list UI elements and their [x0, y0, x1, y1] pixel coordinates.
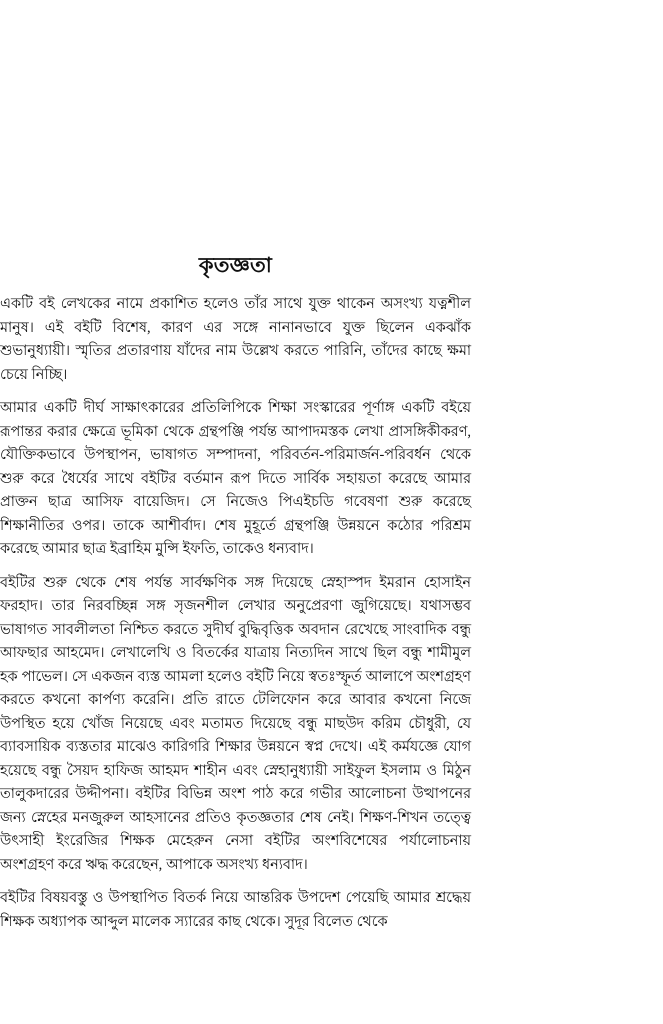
document-body: [0, 293, 471, 934]
page-title: কৃতজ্ঞতা: [198, 253, 273, 277]
paragraph-1: একটি বই লেখকের নামে প্রকাশিত হলেও তাঁর সাথে যুক্ত থাকেন অসংখ্য যত্নশীল মানুষ। এই বইটি বিশেষ, কারণ এর সঙ্গে নানানভাবে যুক্ত ছিলেন একঝাঁক শুভানুধ্যায়ী। স্মৃতির প্রতারণায় যাঁদের নাম উল্লেখ করতে পারিনি, তাঁদের কাছে ক্ষমা চেয়ে নিচ্ছি।: [0, 296, 471, 383]
paragraph-2: আমার একটি দীর্ঘ সাক্ষাৎকারের প্রতিলিপিকে শিক্ষা সংস্কারের পূর্ণাঙ্গ একটি বইয়ে রূপান্তর করার ক্ষেত্রে ভূমিকা থেকে গ্রন্থপঞ্জি পর্যন্ত আপাদমস্তক লেখা প্রাসঙ্গিকীকরণ, যৌক্তিকভাবে উপস্থাপন, ভাষাগত সম্পাদনা, পরিবর্তন-পরিমার্জন-পরিবর্ধন থেকে শুরু করে ধৈর্যের সাথে বইটির বর্তমান রূপ দিতে সার্বিক সহায়তা করেছে আমার প্রাক্তন ছাত্র আসিফ বায়েজিদ। সে নিজেও পিএইচডি গবেষণা শুরু করেছে শিক্ষানীতির ওপর। তাকে আশীর্বাদ। শেষ মুহূর্তে গ্রন্থপঞ্জি উন্নয়নে কঠোর পরিশ্রম করেছে আমার ছাত্র ইব্রাহিম মুন্সি ইফতি, তাকেও ধন্যবাদ।: [0, 400, 471, 557]
paragraph-4: বইটির বিষয়বস্তু ও উপস্থাপিত বিতর্ক নিয়ে আন্তরিক উপদেশ পেয়েছি আমার শ্রদ্ধেয় শিক্ষক অধ্যাপক আব্দুল মালেক স্যারের কাছ থেকে। সুদূর বিলেত থেকে: [0, 890, 471, 930]
paragraph-3: বইটির শুরু থেকে শেষ পর্যন্ত সার্বক্ষণিক সঙ্গ দিয়েছে স্নেহাস্পদ ইমরান হোসাইন ফরহাদ। তার নিরবচ্ছিন্ন সঙ্গ সৃজনশীল লেখার অনুপ্রেরণা জুগিয়েছে। যথাসম্ভব ভাষাগত সাবলীলতা নিশ্চিত করতে সুদীর্ঘ বুদ্ধিবৃত্তিক অবদান রেখেছে সাংবাদিক বন্ধু আফছার আহমেদ। লেখালেখি ও বিতর্কের যাত্রায় নিত্যদিন সাথে ছিল বন্ধু শামীমুল হক পাভেল। সে একজন ব্যস্ত আমলা হলেও বইটি নিয়ে স্বতঃস্ফূর্ত আলাপে অংশগ্রহণ করতে কখনো কার্পণ্য করেনি। প্রতি রাতে টেলিফোন করে আবার কখনো নিজে উপস্থিত হয়ে খোঁজ নিয়েছে এবং মতামত দিয়েছে বন্ধু মাছউদ করিম চৌধুরী, যে ব্যাবসায়িক ব্যস্ততার মাঝেও কারিগরি শিক্ষার উন্নয়নে স্বপ্ন দেখে। এই কর্মযজ্ঞে যোগ হয়েছে বন্ধু সৈয়দ হাফিজ আহমদ শাহীন এবং স্নেহানুধ্যায়ী সাইফুল ইসলাম ও মিঠুন তালুকদারের উদ্দীপনা। বইটির বিভিন্ন অংশ পাঠ করে গভীর আলোচনা উত্থাপনের জন্য স্নেহের মনজুরুল আহসানের প্রতিও কৃতজ্ঞতার শেষ নেই। শিক্ষণ-শিখন তত্ত্বে উৎসাহী ইংরেজির শিক্ষক মেহেরুন নেসা বইটির অংশবিশেষের পর্যালোচনায় অংশগ্রহণ করে ঋদ্ধ করেছেন, আপাকে অসংখ্য ধন্যবাদ।: [0, 574, 471, 873]
